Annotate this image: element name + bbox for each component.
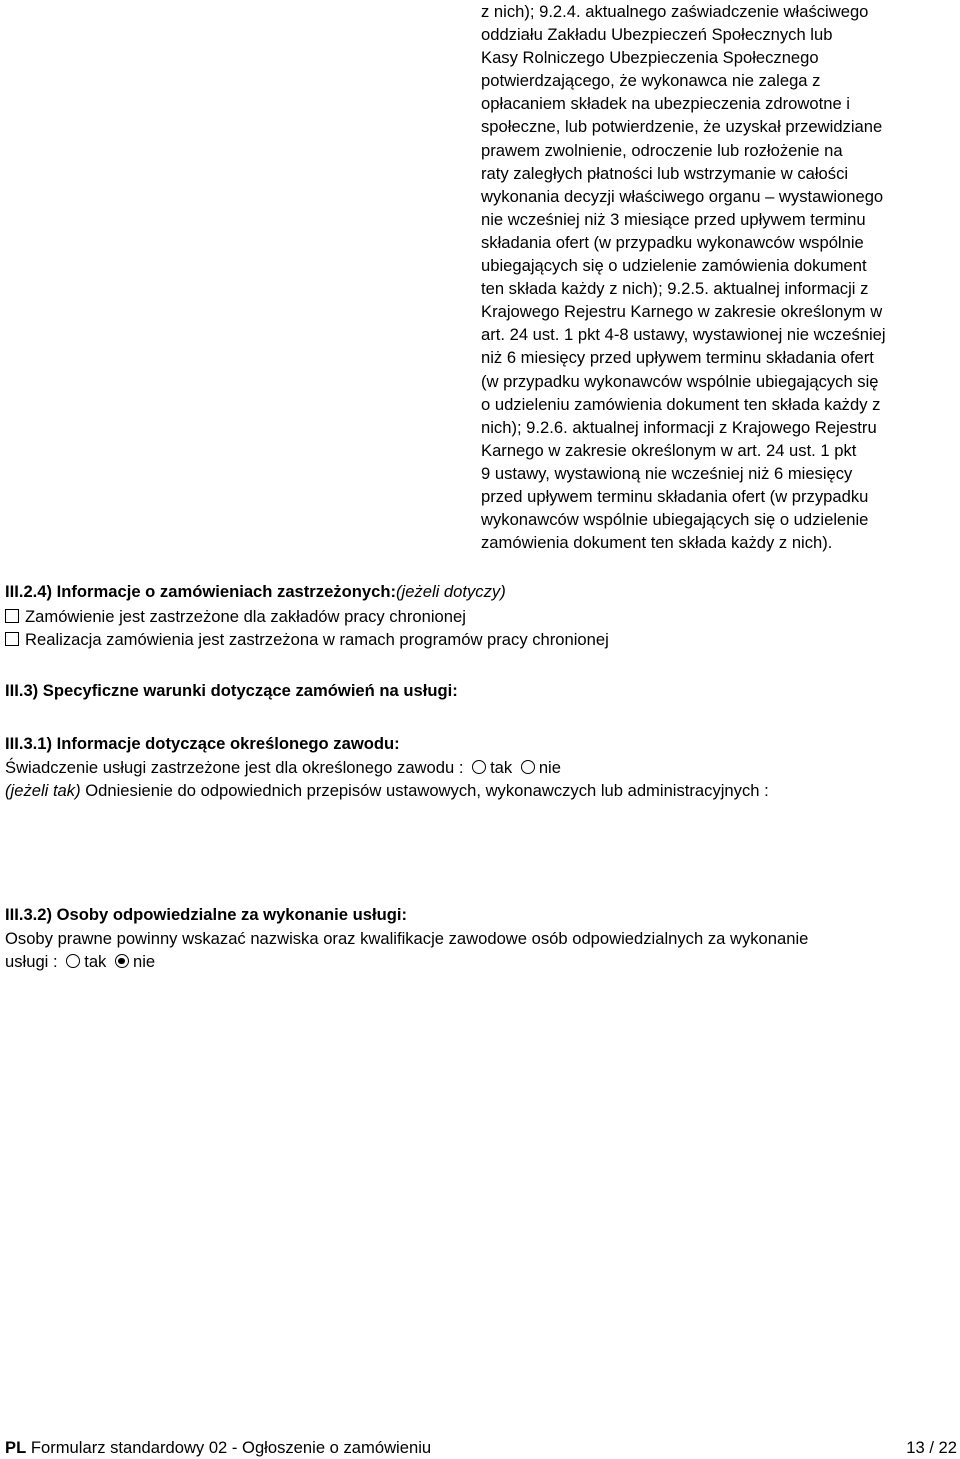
section-heading-note: (jeżeli dotyczy): [395, 582, 506, 601]
radio-responsible-no[interactable]: [115, 954, 129, 968]
profession-followup-row: [5, 779, 769, 802]
checkbox-sheltered-programmes[interactable]: [5, 632, 19, 646]
section-heading-reserved-contracts: [5, 581, 506, 603]
followup-text: Odniesienie do odpowiednich przepisów ustawowych, wykonawczych lub administracyjnych :: [85, 781, 769, 800]
reserved-option-sheltered-programmes: [5, 628, 609, 651]
section-heading-profession: III.3.1) Informacje dotyczące określonego zawodu:: [5, 734, 400, 753]
radio-responsible-yes[interactable]: [66, 954, 80, 968]
radio-label-yes: tak: [84, 952, 107, 971]
checkbox-sheltered-workshops[interactable]: [5, 609, 19, 623]
responsible-question-row: [5, 950, 155, 973]
section-heading-text: III.2.4) Informacje o zamówieniach zastrzeżonych:: [5, 582, 396, 601]
responsible-question-line1: Osoby prawne powinny wskazać nazwiska oraz kwalifikacje zawodowe osób odpowiedzialnych za wykonanie: [5, 929, 809, 948]
responsible-question-line2: usługi :: [5, 952, 58, 971]
page-footer: [5, 1437, 957, 1459]
continuation-text: z nich); 9.2.4. aktualnego zaświadczenie właściwego oddziału Zakładu Ubezpieczeń Społecznych lub Kasy Rolniczego Ubezpieczenia Społecznego potwierdzającego, że wykonawca nie zalega z opłacaniem składek na ubezpieczenia zdrowotne i społeczne, lub potwierdzenie, że uzyskał przewidziane prawem zwolnienie, odroczenie lub rozłożenie na raty zaległych płatności lub wstrzymanie w całości wykonania decyzji właściwego organu – wystawionego nie wcześniej niż 3 miesiące przed upływem terminu składania ofert (w przypadku wykonawców wspólnie ubiegających się o udzielenie zamówienia dokument ten składa każdy z nich); 9.2.5. aktualnej informacji z Krajowego Rejestru Karnego w zakresie określonym w art. 24 ust. 1 pkt 4-8 ustawy, wystawionej nie wcześniej niż 6 miesięcy przed upływem terminu składania ofert (w przypadku wykonawców wspólnie ubiegających się o udzieleniu zamówienia dokument ten składa każdy z nich); 9.2.6. aktualnej informacji z Krajowego Rejestru Karnego w zakresie określonym w art. 24 ust. 1 pkt 9 ustawy, wystawioną nie wcześniej niż 6 miesięcy przed upływem terminu składania ofert (w przypadku wykonawców wspólnie ubiegających się o udzielenie zamówienia dokument ten składa każdy z nich).: [481, 2, 886, 553]
section-heading-responsible-persons: III.3.2) Osoby odpowiedzialne za wykonanie usługi:: [5, 905, 408, 924]
radio-profession-yes[interactable]: [472, 760, 486, 774]
profession-question-row: [5, 756, 561, 779]
footer-form-name: Formularz standardowy 02 - Ogłoszenie o zamówieniu: [30, 1438, 432, 1457]
option-label: Realizacja zamówienia jest zastrzeżona w ramach programów pracy chronionej: [25, 630, 609, 649]
section-heading-service-conditions: III.3) Specyficzne warunki dotyczące zamówień na usługi:: [5, 681, 458, 700]
profession-question: Świadczenie usługi zastrzeżone jest dla określonego zawodu :: [5, 758, 464, 777]
radio-label-no: nie: [538, 758, 561, 777]
reserved-option-sheltered-workshops: [5, 605, 466, 628]
followup-note: (jeżeli tak): [5, 781, 81, 800]
footer-lang: PL: [5, 1438, 27, 1457]
footer-page-number: 13 / 22: [906, 1438, 957, 1457]
option-label: Zamówienie jest zastrzeżone dla zakładów pracy chronionej: [25, 607, 466, 626]
radio-label-no: nie: [132, 952, 156, 971]
radio-label-yes: tak: [490, 758, 513, 777]
radio-profession-no[interactable]: [521, 760, 535, 774]
